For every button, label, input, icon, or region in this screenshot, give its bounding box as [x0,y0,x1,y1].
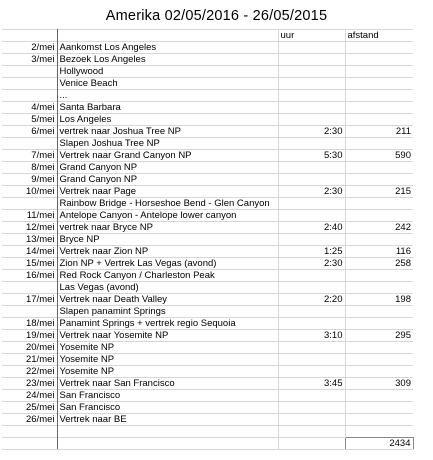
distance-cell[interactable] [345,270,413,282]
distance-cell[interactable]: 198 [345,294,413,306]
date-cell[interactable]: 3/mei [2,54,57,66]
date-cell[interactable]: 2/mei [2,42,57,54]
distance-cell[interactable] [345,306,413,318]
description-cell[interactable]: Panamint Springs + vertrek regio Sequoia [57,318,278,330]
distance-cell[interactable]: 295 [345,330,413,342]
table-row [2,162,413,174]
hours-cell[interactable] [278,354,345,366]
hours-cell[interactable] [278,402,345,414]
description-cell[interactable]: Yosemite NP [57,366,278,378]
table-row [2,102,413,114]
date-cell[interactable] [2,138,57,150]
description-cell[interactable]: Vertrek naar Grand Canyon NP [57,150,278,162]
table-row [2,402,413,414]
empty-cell[interactable] [2,437,57,449]
hours-cell[interactable] [278,390,345,402]
distance-cell[interactable]: 258 [345,258,413,270]
table-row [2,198,413,210]
description-cell[interactable]: Zion NP + Vertrek Las Vegas (avond) [57,258,278,270]
hours-cell[interactable] [278,342,345,354]
distance-cell[interactable] [345,354,413,366]
distance-cell[interactable] [345,138,413,150]
description-cell[interactable]: Vertrek naar San Francisco [57,378,278,390]
distance-cell[interactable] [345,114,413,126]
distance-cell[interactable] [345,162,413,174]
hours-cell[interactable]: 2:30 [278,126,345,138]
table-row [2,222,413,234]
distance-cell[interactable] [345,210,413,222]
date-cell[interactable]: 26/mei [2,414,57,426]
hours-cell[interactable] [278,42,345,54]
table-row [2,282,413,294]
hours-cell[interactable]: 2:30 [278,186,345,198]
description-cell[interactable]: Vertrek naar Death Valley [57,294,278,306]
table-row [2,90,413,102]
hours-cell[interactable] [278,306,345,318]
description-cell[interactable]: Vertrek naar BE [57,414,278,426]
distance-cell[interactable]: 211 [345,126,413,138]
table-row [2,234,413,246]
hours-cell[interactable] [278,78,345,90]
header-desc-cell[interactable] [57,30,278,42]
date-cell[interactable]: 12/mei [2,222,57,234]
description-cell[interactable]: vertrek naar Joshua Tree NP [57,126,278,138]
hours-cell[interactable] [278,114,345,126]
hours-cell[interactable] [278,138,345,150]
empty-cell[interactable] [57,426,278,438]
date-cell[interactable]: 22/mei [2,366,57,378]
empty-cell[interactable] [278,437,345,449]
date-cell[interactable] [2,282,57,294]
date-cell[interactable]: 19/mei [2,330,57,342]
distance-cell[interactable] [345,402,413,414]
description-cell[interactable]: Bryce NP [57,234,278,246]
table-row [2,186,413,198]
date-cell[interactable]: 8/mei [2,162,57,174]
table-row [2,54,413,66]
date-cell[interactable]: 4/mei [2,102,57,114]
hours-cell[interactable] [278,66,345,78]
table-row [2,114,413,126]
date-cell[interactable]: 25/mei [2,402,57,414]
description-cell[interactable]: Venice Beach [57,78,278,90]
table-row [2,150,413,162]
distance-cell[interactable] [345,390,413,402]
table-row [2,174,413,186]
distance-cell[interactable] [345,66,413,78]
hours-cell[interactable]: 3:45 [278,378,345,390]
empty-cell[interactable] [278,426,345,438]
distance-cell[interactable] [345,318,413,330]
distance-cell[interactable] [345,174,413,186]
table-row [2,42,413,54]
table-row [2,126,413,138]
table-row [2,270,413,282]
table-row [2,138,413,150]
hours-cell[interactable] [278,198,345,210]
date-cell[interactable]: 18/mei [2,318,57,330]
empty-cell[interactable] [345,426,413,438]
table-row [2,342,413,354]
table-row [2,414,413,426]
header-row [2,30,413,42]
distance-cell[interactable] [345,54,413,66]
date-cell[interactable]: 13/mei [2,234,57,246]
description-cell[interactable]: Las Vegas (avond) [57,282,278,294]
description-cell[interactable]: Vertrek naar Zion NP [57,246,278,258]
hours-cell[interactable]: 2:20 [278,294,345,306]
distance-cell[interactable] [345,366,413,378]
hours-cell[interactable]: 1:25 [278,246,345,258]
date-cell[interactable] [2,306,57,318]
description-cell[interactable]: Aankomst Los Angeles [57,42,278,54]
description-cell[interactable]: Santa Barbara [57,102,278,114]
hours-cell[interactable] [278,162,345,174]
date-cell[interactable]: 23/mei [2,378,57,390]
distance-cell[interactable] [345,342,413,354]
table-row [2,318,413,330]
header-uur-cell[interactable]: uur [278,30,345,42]
hours-cell[interactable]: 3:10 [278,330,345,342]
hours-cell[interactable] [278,210,345,222]
date-cell[interactable]: 10/mei [2,186,57,198]
table-row [2,294,413,306]
hours-cell[interactable]: 2:40 [278,222,345,234]
table-row [2,366,413,378]
distance-cell[interactable]: 309 [345,378,413,390]
table-row [2,258,413,270]
distance-cell[interactable] [345,42,413,54]
date-cell[interactable]: 16/mei [2,270,57,282]
hours-cell[interactable] [278,270,345,282]
distance-cell[interactable] [345,102,413,114]
distance-cell[interactable] [345,414,413,426]
description-cell[interactable]: Bezoek Los Angeles [57,54,278,66]
description-cell[interactable]: Vertrek naar Yosemite NP [57,330,278,342]
table-row [2,330,413,342]
date-cell[interactable]: 15/mei [2,258,57,270]
distance-cell[interactable] [345,282,413,294]
date-cell[interactable]: 5/mei [2,114,57,126]
itinerary-table [2,29,414,450]
date-cell[interactable] [2,90,57,102]
description-cell[interactable]: Slapen Joshua Tree NP [57,138,278,150]
table-row [2,246,413,258]
description-cell[interactable]: Red Rock Canyon / Charleston Peak [57,270,278,282]
distance-cell[interactable]: 590 [345,150,413,162]
table-row [2,78,413,90]
description-cell[interactable]: Slapen panamint Springs [57,306,278,318]
total-row [2,437,413,449]
hours-cell[interactable] [278,318,345,330]
date-cell[interactable]: 21/mei [2,354,57,366]
date-cell[interactable]: 20/mei [2,342,57,354]
date-cell[interactable]: 11/mei [2,210,57,222]
description-cell[interactable]: ... [57,90,278,102]
hours-cell[interactable] [278,90,345,102]
date-cell[interactable]: 17/mei [2,294,57,306]
distance-cell[interactable]: 242 [345,222,413,234]
description-cell[interactable]: Hollywood [57,66,278,78]
table-row [2,306,413,318]
description-cell[interactable]: San Francisco [57,402,278,414]
description-cell[interactable]: Yosemite NP [57,342,278,354]
table-row [2,66,413,78]
table-row [2,210,413,222]
sheet-title: Amerika 02/05/2016 - 26/05/2015 [105,8,328,24]
description-cell[interactable]: Antelope Canyon - Antelope lower canyon [57,210,278,222]
date-cell[interactable]: 9/mei [2,174,57,186]
hours-cell[interactable]: 5:30 [278,150,345,162]
hours-cell[interactable]: 2:30 [278,258,345,270]
empty-cell[interactable] [2,426,57,438]
description-cell[interactable]: Vertrek naar Page [57,186,278,198]
table-row [2,378,413,390]
distance-cell[interactable] [345,90,413,102]
distance-cell[interactable]: 215 [345,186,413,198]
date-cell[interactable]: 14/mei [2,246,57,258]
header-afstand-cell[interactable]: afstand [345,30,413,42]
hours-cell[interactable] [278,54,345,66]
description-cell[interactable]: Los Angeles [57,114,278,126]
description-cell[interactable]: Rainbow Bridge - Horseshoe Bend - Glen Canyon [57,198,278,210]
table-row [2,354,413,366]
table-row [2,426,413,438]
hours-cell[interactable] [278,234,345,246]
hours-cell[interactable] [278,414,345,426]
total-distance-cell[interactable]: 2434 [345,437,413,449]
table-row [2,390,413,402]
description-cell[interactable]: San Francisco [57,390,278,402]
description-cell[interactable]: Yosemite NP [57,354,278,366]
date-cell[interactable] [2,78,57,90]
date-cell[interactable]: 24/mei [2,390,57,402]
hours-cell[interactable] [278,282,345,294]
distance-cell[interactable]: 116 [345,246,413,258]
date-cell[interactable] [2,66,57,78]
empty-cell[interactable] [57,437,278,449]
date-cell[interactable] [2,198,57,210]
date-cell[interactable]: 7/mei [2,150,57,162]
distance-cell[interactable] [345,78,413,90]
description-cell[interactable]: vertrek naar Bryce NP [57,222,278,234]
date-cell[interactable]: 6/mei [2,126,57,138]
header-date-cell[interactable] [2,30,57,42]
distance-cell[interactable] [345,198,413,210]
hours-cell[interactable] [278,174,345,186]
hours-cell[interactable] [278,366,345,378]
description-cell[interactable]: Grand Canyon NP [57,174,278,186]
hours-cell[interactable] [278,102,345,114]
distance-cell[interactable] [345,234,413,246]
description-cell[interactable]: Grand Canyon NP [57,162,278,174]
